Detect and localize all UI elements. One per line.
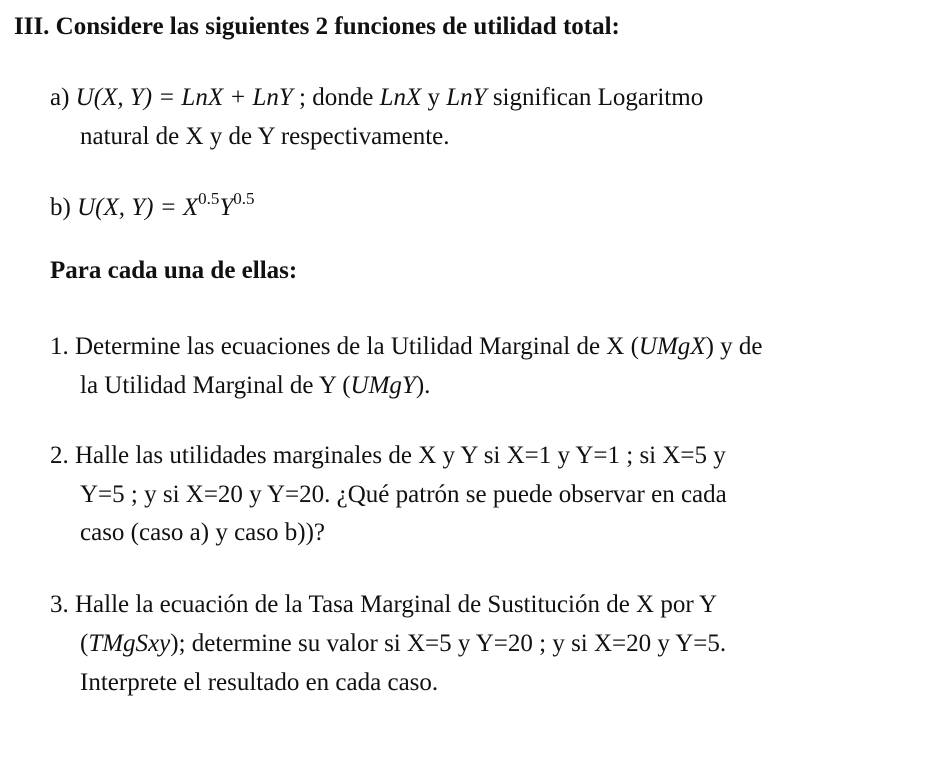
q2-line2: Y=5 ; y si X=20 y Y=20. ¿Qué patrón se puede observar en cada: [80, 481, 727, 508]
q2-line3: caso (caso a) y caso b))?: [80, 519, 326, 546]
q2-line1: 2. Halle las utilidades marginales de X y Y si X=1 y Y=1 ; si X=5 y: [50, 442, 726, 469]
q3-line1: 3. Halle la ecuación de la Tasa Marginal de Sustitución de X por Y: [50, 591, 718, 618]
item-b-formula-y: Y: [219, 194, 234, 221]
q1-line1-end: ) y de: [705, 333, 763, 360]
q1-line1-text: 1. Determine las ecuaciones de la Utilidad Marginal de X (: [50, 333, 639, 360]
item-a-lnx: LnX: [379, 84, 422, 111]
item-a-lny: LnY: [446, 84, 487, 111]
q1-line2-text: la Utilidad Marginal de Y (: [80, 372, 351, 399]
item-a-marker: a): [50, 84, 76, 111]
q3-tmgsxy: TMgSxy: [88, 630, 171, 657]
q1-line2-end: ).: [415, 372, 431, 399]
q1-line2: [80, 371, 430, 401]
item-a-y: y: [421, 84, 447, 111]
item-b-exp2: 0.5: [233, 189, 255, 208]
item-a-text2: significan Logaritmo: [486, 84, 704, 111]
section-title: III. Considere las siguientes 2 funciones de utilidad total:: [14, 13, 620, 40]
item-a-line1: [50, 83, 703, 113]
subheading: Para cada una de ellas:: [50, 257, 298, 284]
q3-line3: Interprete el resultado en cada caso.: [80, 669, 439, 696]
q3-line2-text: ); determine su valor si X=5 y Y=20 ; y si X=20 y Y=5.: [170, 630, 727, 657]
q3-line2: [80, 629, 726, 659]
q1-umgx: UMgX: [638, 333, 706, 360]
item-b-formula-base: U(X, Y) = X: [77, 194, 199, 221]
item-a-text1: ; donde: [292, 84, 380, 111]
item-b-line: [50, 189, 255, 223]
item-b-exp1: 0.5: [198, 189, 220, 208]
q3-line2-open: (: [80, 630, 89, 657]
item-a-formula: U(X, Y) = LnX + LnY: [75, 84, 293, 111]
q1-umgy: UMgY: [350, 372, 416, 399]
item-b-marker: b): [50, 194, 78, 221]
item-a-line2: natural de X y de Y respectivamente.: [80, 123, 450, 150]
q1-line1: [50, 332, 763, 362]
